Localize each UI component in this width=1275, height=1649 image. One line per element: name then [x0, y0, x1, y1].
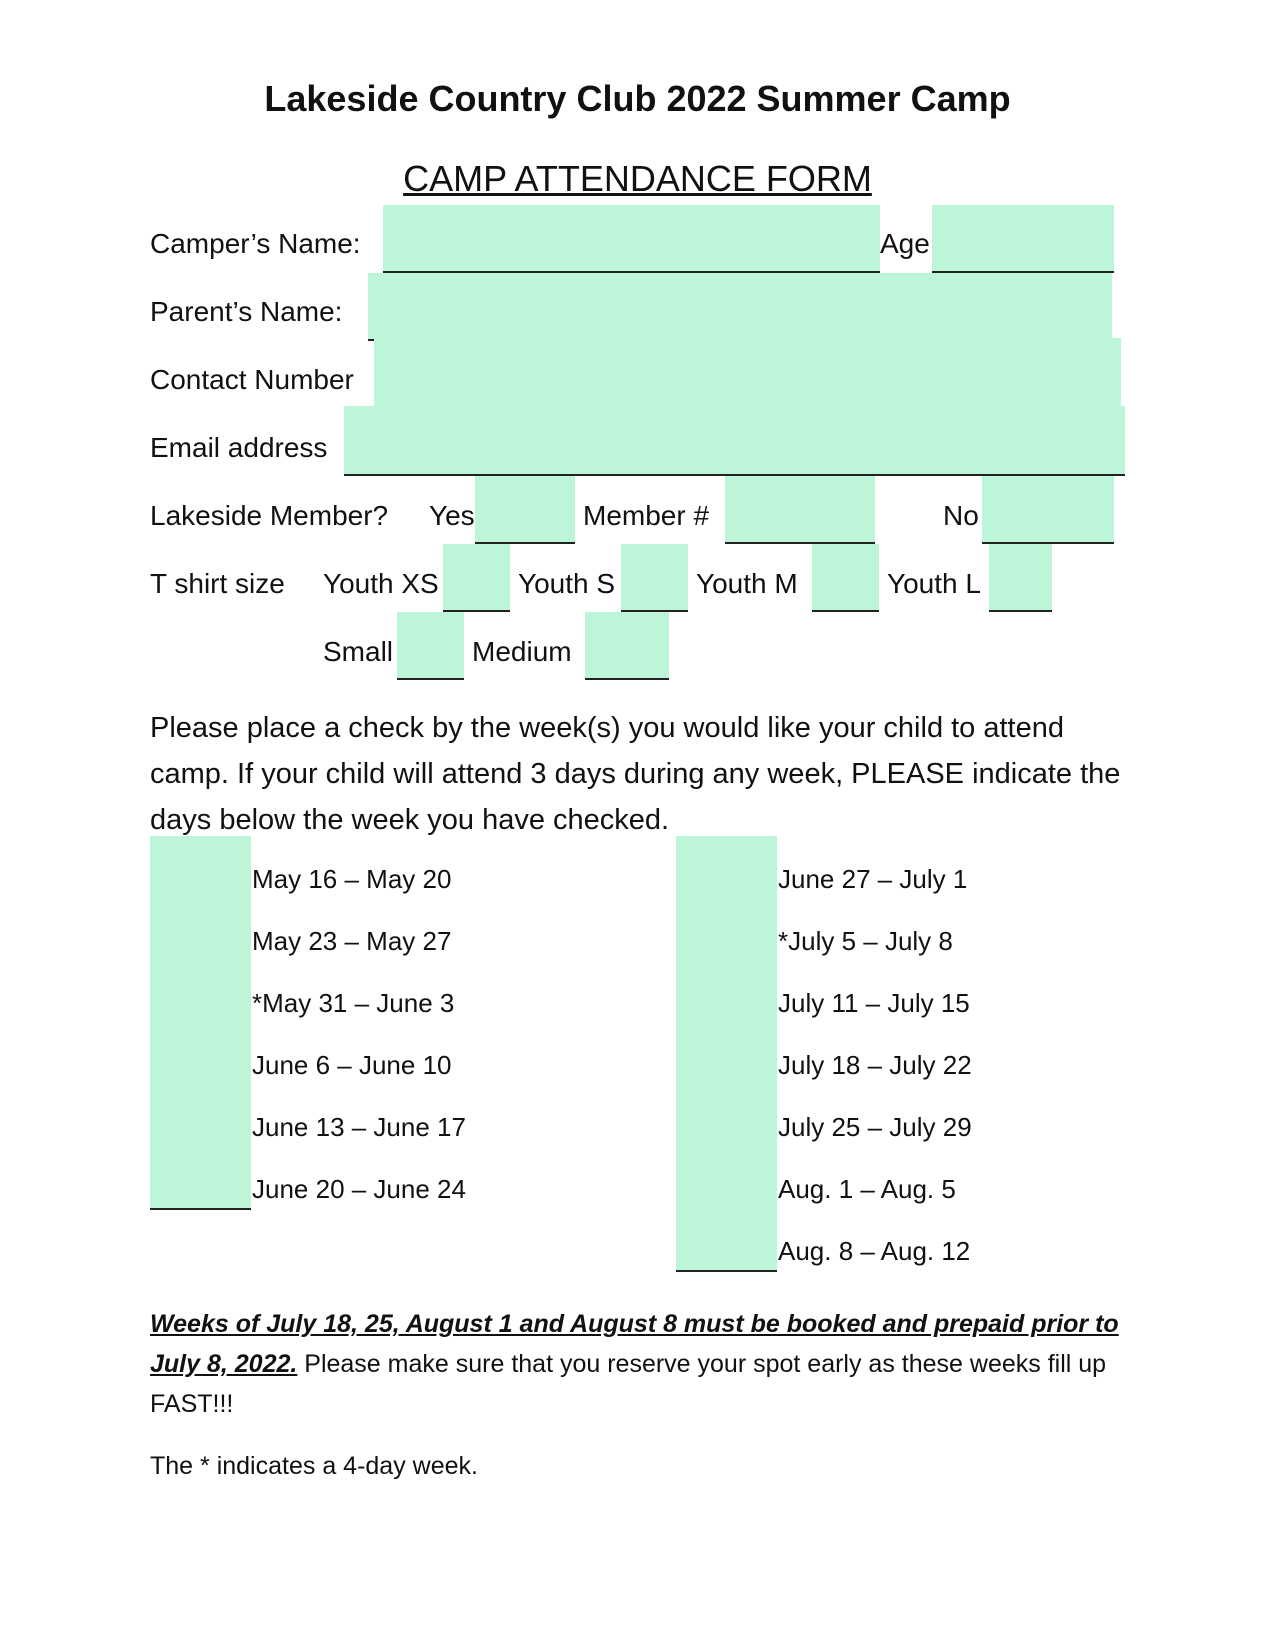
page-title: Lakeside Country Club 2022 Summer Camp — [264, 78, 1011, 119]
week-checkbox-left[interactable] — [150, 836, 251, 900]
week-checkbox-right[interactable] — [676, 836, 777, 900]
youth-l-field[interactable] — [989, 544, 1052, 612]
form-subtitle: CAMP ATTENDANCE FORM — [403, 158, 872, 199]
youth-l-label: Youth L — [887, 568, 981, 599]
youth-m-label: Youth M — [696, 568, 798, 599]
week-label-right: July 25 – July 29 — [778, 1112, 972, 1142]
week-checkbox-right[interactable] — [676, 1084, 777, 1148]
week-checkbox-left[interactable] — [150, 1146, 251, 1210]
week-checkbox-left[interactable] — [150, 1084, 251, 1148]
contact-number-label: Contact Number — [150, 364, 354, 395]
week-label-right: Aug. 1 – Aug. 5 — [778, 1174, 956, 1204]
email-field[interactable] — [344, 406, 1125, 476]
week-label-left: June 6 – June 10 — [252, 1050, 452, 1080]
week-checkbox-left[interactable] — [150, 1022, 251, 1086]
week-label-right: July 11 – July 15 — [778, 988, 970, 1018]
youth-m-field[interactable] — [812, 544, 879, 612]
week-label-left: June 20 – June 24 — [252, 1174, 466, 1204]
week-checkbox-right[interactable] — [676, 1208, 777, 1272]
medium-label: Medium — [472, 636, 572, 667]
parent-name-field[interactable] — [368, 273, 1112, 341]
medium-field[interactable] — [585, 612, 669, 680]
week-checkbox-right[interactable] — [676, 960, 777, 1024]
week-label-right: July 18 – July 22 — [778, 1050, 972, 1080]
member-number-field[interactable] — [725, 476, 875, 544]
week-label-left: May 16 – May 20 — [252, 864, 452, 894]
week-label-left: May 23 – May 27 — [252, 926, 452, 956]
camper-name-label: Camper’s Name: — [150, 228, 361, 259]
email-label: Email address — [150, 432, 328, 463]
youth-xs-label: Youth XS — [323, 568, 439, 599]
week-label-right: June 27 – July 1 — [778, 864, 968, 894]
youth-xs-field[interactable] — [443, 544, 510, 612]
prepaid-note-emphasis: Weeks of July 18, 25, August 1 and August 8 must be booked and prepaid prior to July 8, 2022. — [150, 1310, 1119, 1378]
week-checkbox-right[interactable] — [676, 1146, 777, 1210]
prepaid-note — [150, 1304, 1130, 1424]
prepaid-note-rest: Please make sure that you reserve your spot early as these weeks fill up FAST!!! — [150, 1350, 1107, 1418]
week-checkbox-left[interactable] — [150, 960, 251, 1024]
age-field[interactable] — [932, 205, 1114, 273]
small-label: Small — [323, 636, 394, 667]
week-label-right: Aug. 8 – Aug. 12 — [778, 1236, 971, 1266]
camper-name-field[interactable] — [383, 205, 880, 273]
parent-name-label: Parent’s Name: — [150, 296, 343, 327]
member-no-label: No — [943, 500, 979, 531]
week-label-right: *July 5 – July 8 — [778, 926, 953, 956]
member-number-label: Member # — [583, 500, 710, 531]
asterisk-note: The * indicates a 4-day week. — [150, 1452, 478, 1480]
youth-s-field[interactable] — [621, 544, 688, 612]
small-field[interactable] — [397, 612, 464, 680]
member-yes-field[interactable] — [475, 476, 575, 544]
tshirt-size-label: T shirt size — [150, 568, 285, 599]
youth-s-label: Youth S — [518, 568, 616, 599]
member-question-label: Lakeside Member? — [150, 500, 389, 531]
member-yes-label: Yes — [429, 500, 475, 531]
week-checkbox-left[interactable] — [150, 898, 251, 962]
member-no-field[interactable] — [982, 476, 1114, 544]
instructions-paragraph: Please place a check by the week(s) you would like your child to attend camp. If your child will attend 3 days during any week, PLEASE indicate the days below the week you have checked. — [150, 712, 1121, 836]
week-label-left: *May 31 – June 3 — [252, 988, 455, 1018]
week-checkbox-right[interactable] — [676, 898, 777, 962]
contact-number-field[interactable] — [374, 338, 1121, 408]
week-label-left: June 13 – June 17 — [252, 1112, 466, 1142]
age-label: Age — [880, 228, 930, 259]
week-checkbox-right[interactable] — [676, 1022, 777, 1086]
